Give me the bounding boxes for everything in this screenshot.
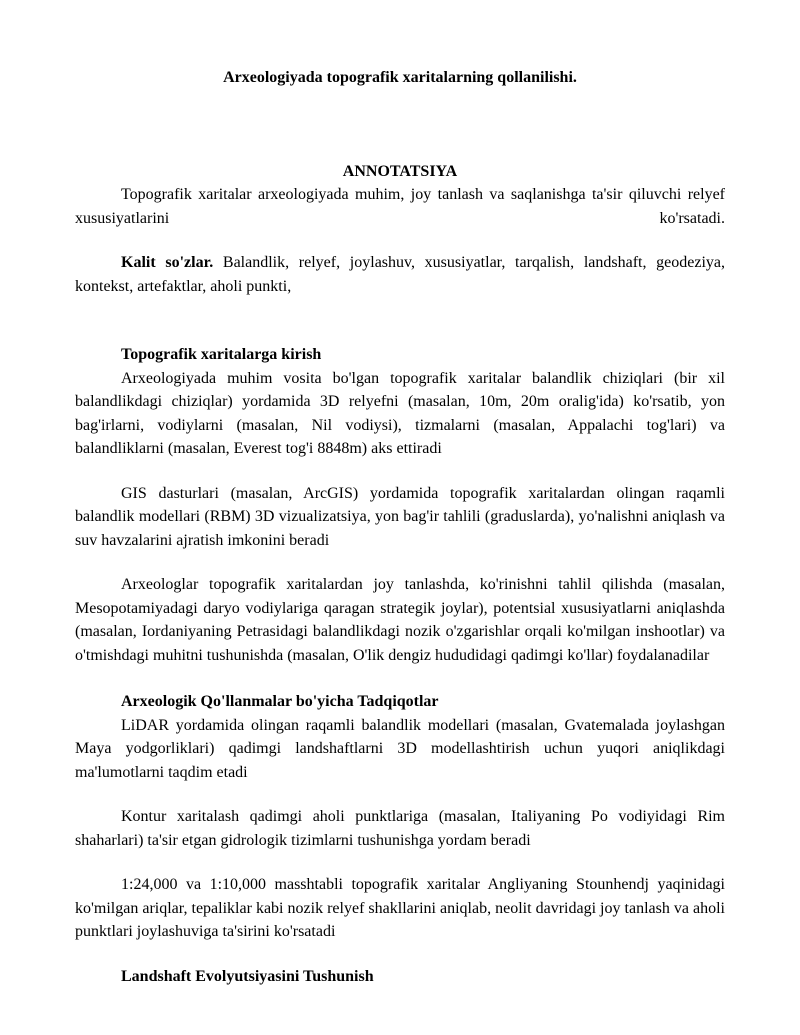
keywords-paragraph (75, 251, 725, 298)
section-paragraph: Arxeologlar topografik xaritalardan joy tanlashda, ko'rinishni tahlil qilishda (masalan, Mesopotamiyadagi daryo vodiylariga qaragan strategik joylar), potentsial xususiyatlarni aniqlashda (masalan, Iordaniyaning Petrasidagi balandlikdagi nozik o'zgarishlar orqali ko'milgan inshootlar) va o'tmishdagi muhitni tushunishda (masalan, O'lik dengiz hududidagi qadimgi ko'llar) foydalanadilar (75, 576, 725, 664)
section-paragraph: LiDAR yordamida olingan raqamli balandlik modellari (masalan, Gvatemalada joylashgan Maya yodgorliklari) qadimgi landshaftlarni 3D modellashtirish uchun yuqori aniqlikdagi ma'lumotlarni taqdim etadi (75, 716, 725, 781)
section-paragraph: Arxeologiyada muhim vosita bo'lgan topografik xaritalar balandlik chiziqlari (bir xil balandlikdagi chiziqlar) yordamida 3D relyefni (masalan, 10m, 20m oralig'ida) ko'rsatib, yon bag'irlarni, vodiylarni (masalan, Nil vodiysi), tizmalarni (masalan, Appalachi tog'lari) va balandliklarni (masalan, Everest tog'i 8848m) aks ettiradi (75, 369, 725, 457)
section-paragraph: 1:24,000 va 1:10,000 masshtabli topografik xaritalar Angliyaning Stounhendj yaqinidagi ko'milgan ariqlar, tepaliklar kabi nozik relyef shakllarini aniqlab, neolit davridagi joy tanlash va aholi punktlari joylashuviga ta'sirini ko'rsatadi (75, 876, 725, 940)
section-heading-intro: Topografik xaritalarga kirish (121, 346, 322, 363)
keywords-text: Balandlik, relyef, joylashuv, xususiyatlar, tarqalish, landshaft, geodeziya, kontekst, artefaktlar, aholi punkti, (75, 254, 726, 295)
section-heading-applications: Arxeologik Qo'llanmalar bo'yicha Tadqiqotlar (121, 693, 439, 710)
document-title: Arxeologiyada topografik xaritalarning qollanilishi. (223, 69, 577, 86)
section-paragraph: Kontur xaritalash qadimgi aholi punktlariga (masalan, Italiyaning Po vodiyidagi Rim shaharlari) ta'sir etgan gidrologik tizimlarni tushunishga yordam beradi (75, 808, 725, 849)
annotation-heading: ANNOTATSIYA (342, 162, 458, 180)
section-paragraph: GIS dasturlari (masalan, ArcGIS) yordamida topografik xaritalardan olingan raqamli balandlik modellari (RBM) 3D vizualizatsiya, yon bag'ir tahlili (graduslarda), yo'nalishni aniqlash va suv havzalarini ajratish imkonini beradi (75, 484, 725, 549)
section-heading-landscape: Landshaft Evolyutsiyasini Tushunish (121, 967, 374, 985)
keywords-label: Kalit so'zlar. (121, 254, 214, 271)
annotation-text: Topografik xaritalar arxeologiyada muhim, joy tanlash va saqlanishga ta'sir qiluvchi relyef xususiyatlarini ko'rsatadi. (75, 186, 725, 227)
